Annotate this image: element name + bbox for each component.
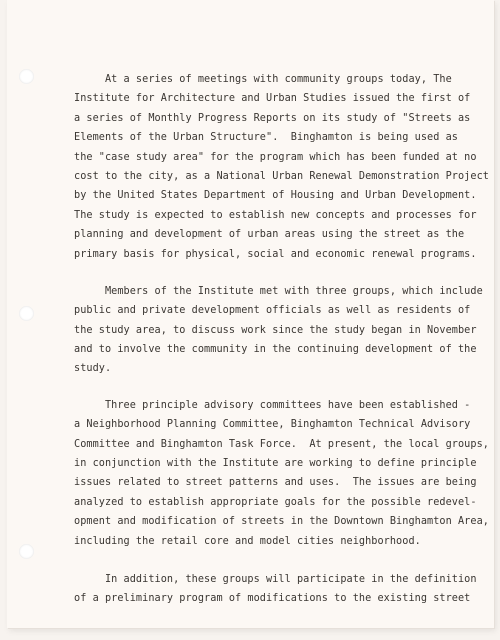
paragraph-1 bbox=[74, 70, 489, 264]
text-line: cost to the city, as a National Urban Renewal Demonstration Project bbox=[74, 170, 489, 182]
text-line: public and private development officials as well as residents of bbox=[74, 305, 471, 317]
text-line: a series of Monthly Progress Reports on its study of "Streets as bbox=[74, 112, 471, 124]
document-body bbox=[74, 70, 489, 627]
typed-page bbox=[7, 0, 494, 628]
binder-hole-top bbox=[19, 69, 34, 84]
text-line: Elements of the Urban Structure". Binghamton is being used as bbox=[74, 132, 458, 144]
text-line: a Neighborhood Planning Committee, Binghamton Technical Advisory bbox=[74, 419, 471, 431]
text-line: by the United States Department of Housing and Urban Development. bbox=[74, 190, 477, 202]
text-line: Members of the Institute met with three groups, which include bbox=[74, 285, 483, 297]
text-line: In addition, these groups will participate in the definition bbox=[74, 573, 477, 585]
text-line: and to involve the community in the continuing development of the bbox=[74, 344, 477, 356]
text-line: Committee and Binghamton Task Force. At present, the local groups, bbox=[74, 438, 489, 450]
text-line: issues related to street patterns and uses. The issues are being bbox=[74, 477, 477, 489]
text-line: including the retail core and model cities neighborhood. bbox=[74, 535, 421, 547]
text-line: study. bbox=[74, 363, 112, 375]
text-line: Institute for Architecture and Urban Studies issued the first of bbox=[74, 93, 471, 105]
text-line: of a preliminary program of modifications to the existing street bbox=[74, 593, 471, 605]
text-line: the "case study area" for the program which has been funded at no bbox=[74, 151, 477, 163]
paragraph-3 bbox=[74, 396, 489, 551]
text-line: in conjunction with the Institute are working to define principle bbox=[74, 458, 477, 470]
text-line: opment and modification of streets in the Downtown Binghamton Area, bbox=[74, 516, 489, 528]
paragraph-2 bbox=[74, 282, 483, 379]
text-line: the study area, to discuss work since the study began in November bbox=[74, 324, 477, 336]
text-line: At a series of meetings with community groups today, The bbox=[74, 74, 452, 85]
text-line: primary basis for physical, social and economic renewal programs. bbox=[74, 248, 477, 260]
text-line: Three principle advisory committees have been established - bbox=[74, 399, 471, 411]
text-line: The study is expected to establish new concepts and processes for bbox=[74, 209, 477, 221]
text-line: analyzed to establish appropriate goals for the possible redevel- bbox=[74, 496, 477, 508]
text-line: planning and development of urban areas using the street as the bbox=[74, 229, 465, 241]
binder-hole-bottom bbox=[19, 544, 34, 559]
binder-hole-middle bbox=[19, 306, 34, 321]
paragraph-4 bbox=[74, 570, 479, 609]
